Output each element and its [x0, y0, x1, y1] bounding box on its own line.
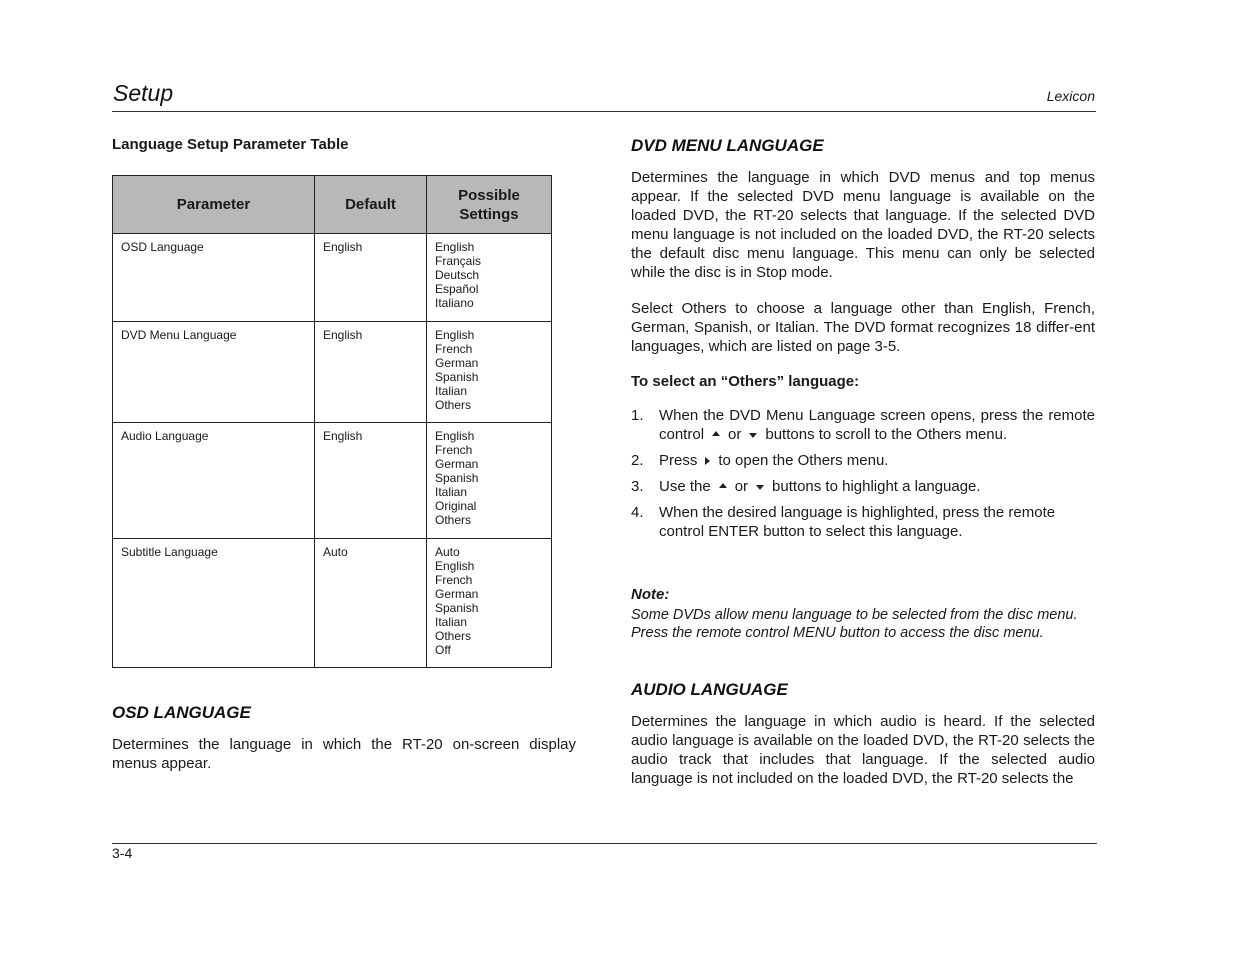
cell-settings	[427, 234, 552, 322]
osd-language-heading: OSD LANGUAGE	[112, 703, 251, 722]
note-heading: Note:	[631, 586, 670, 603]
audio-language-heading: AUDIO LANGUAGE	[631, 680, 788, 699]
cell-parameter: DVD Menu Language	[113, 322, 315, 423]
step-text: When the desired language is highlighted, press the remote control ENTER button to select this language.	[659, 504, 1056, 540]
note-text: Some DVDs allow menu language to be selected from the disc menu. Press the remote control MENU button to access the disc menu.	[631, 607, 1078, 641]
table-row	[113, 423, 552, 539]
step-text: to open the Others menu.	[718, 452, 889, 469]
column-header-settings: Possible Settings	[427, 176, 552, 234]
dvd-menu-language-para-2: Select Others to choose a language other than English, French, German, Spanish, or Italian. The DVD format recognizes 18 differ-ent languages, which are listed on page 3-5.	[631, 300, 1095, 355]
table-row	[113, 234, 552, 322]
list-item: English	[435, 240, 475, 254]
list-item: English	[435, 429, 475, 443]
list-item	[631, 477, 1095, 496]
cell-settings	[427, 423, 552, 539]
list-item: English	[435, 328, 475, 342]
list-item: Others	[435, 513, 472, 527]
footer-rule	[112, 843, 1097, 844]
list-item: Italian	[435, 615, 468, 629]
page-title: Setup	[113, 80, 174, 106]
list-item: Deutsch	[435, 268, 480, 282]
list-item: German	[435, 587, 479, 601]
list-item: Français	[435, 254, 482, 268]
step-text: When the DVD Menu Language screen opens, press the remote control	[659, 407, 1095, 443]
list-item: Italiano	[435, 296, 474, 310]
step-text: or	[734, 478, 749, 495]
right-arrow-icon	[705, 457, 710, 465]
list-item: Spanish	[435, 370, 479, 384]
list-item: German	[435, 356, 479, 370]
cell-default: English	[315, 423, 427, 539]
list-item	[631, 503, 1095, 541]
header-rule	[112, 111, 1096, 112]
settings-list	[435, 328, 543, 412]
list-item: Auto	[435, 545, 460, 559]
cell-parameter: Subtitle Language	[113, 539, 315, 668]
list-item: Italian	[435, 485, 468, 499]
cell-default: English	[315, 322, 427, 423]
step-number: 2.	[631, 452, 644, 469]
list-item	[631, 406, 1095, 444]
parameter-table	[112, 175, 552, 668]
procedure-steps	[631, 406, 1095, 548]
step-text: or	[728, 426, 742, 443]
step-number: 4.	[631, 504, 644, 521]
cell-parameter: OSD Language	[113, 234, 315, 322]
table-header-row	[113, 176, 552, 234]
list-item: Others	[435, 629, 472, 643]
list-item	[631, 451, 1095, 470]
cell-default: English	[315, 234, 427, 322]
dvd-menu-language-para-1: Determines the language in which DVD menus and top menus appear. If the selected DVD menu language is available on the loaded DVD, the RT-20 selects that language. If the selected DVD menu language is not included on the loaded DVD, the RT-20 selects the default disc menu language. This menu can only be selected while the disc is in Stop mode.	[631, 169, 1095, 281]
up-arrow-icon	[712, 431, 720, 436]
step-text: Press	[659, 452, 698, 469]
procedure-title: To select an “Others” language:	[631, 373, 860, 390]
cell-default: Auto	[315, 539, 427, 668]
osd-language-body: Determines the language in which the RT-20 on-screen display menus appear.	[112, 736, 576, 772]
list-item: French	[435, 342, 473, 356]
audio-language-body: Determines the language in which audio is heard. If the selected audio language is available on the loaded DVD, the RT-20 selects the audio track that includes that language. If the selected audio language is not included on the loaded DVD, the RT-20 selects the	[631, 713, 1095, 787]
list-item: German	[435, 457, 479, 471]
table-row	[113, 539, 552, 668]
list-item: Spanish	[435, 601, 479, 615]
step-text: buttons to highlight a language.	[772, 478, 981, 495]
step-number: 1.	[631, 407, 644, 424]
table-row	[113, 322, 552, 423]
list-item: Español	[435, 282, 479, 296]
list-item: French	[435, 573, 473, 587]
list-item: Original	[435, 499, 477, 513]
cell-settings	[427, 539, 552, 668]
list-item: English	[435, 559, 475, 573]
page-number: 3-4	[112, 845, 133, 861]
list-item: Others	[435, 398, 472, 412]
list-item: Italian	[435, 384, 468, 398]
settings-list	[435, 429, 543, 527]
settings-list	[435, 240, 543, 310]
column-header-default: Default	[315, 176, 427, 234]
step-text: buttons to scroll to the Others menu.	[765, 426, 1008, 443]
step-text: Use the	[659, 478, 711, 495]
dvd-menu-language-heading: DVD MENU LANGUAGE	[631, 136, 824, 155]
table-caption: Language Setup Parameter Table	[112, 136, 349, 153]
cell-settings	[427, 322, 552, 423]
list-item: Off	[435, 643, 451, 657]
cell-parameter: Audio Language	[113, 423, 315, 539]
column-header-parameter: Parameter	[113, 176, 315, 234]
list-item: French	[435, 443, 473, 457]
list-item: Spanish	[435, 471, 479, 485]
step-number: 3.	[631, 478, 644, 495]
down-arrow-icon	[749, 433, 757, 438]
brand-name: Lexicon	[1046, 88, 1095, 104]
up-arrow-icon	[719, 483, 727, 488]
settings-list	[435, 545, 543, 657]
down-arrow-icon	[756, 485, 764, 490]
